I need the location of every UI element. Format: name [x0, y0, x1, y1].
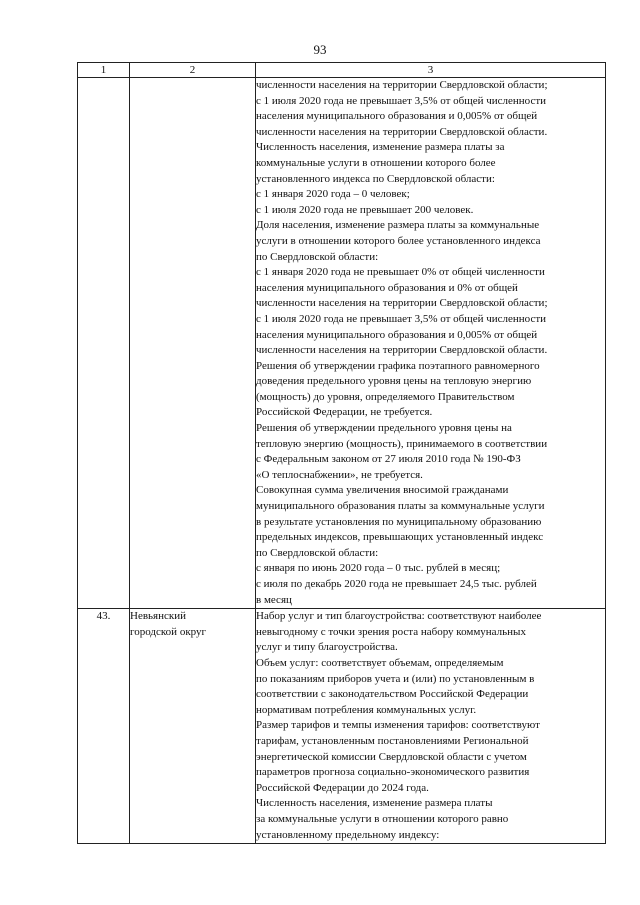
text-line: соответствии с законодательством Российской Федерации — [256, 688, 529, 701]
column-header-1: 1 — [78, 63, 130, 78]
text-line: Решения об утверждении графика поэтапного равномерного — [256, 359, 540, 372]
text-line: муниципального образования платы за коммунальные услуги — [256, 500, 545, 513]
text-line: в результате установления по муниципальному образованию — [256, 515, 542, 528]
text-line: по Свердловской области: — [256, 546, 379, 559]
text-line: доведения предельного уровня цены на тепловую энергию — [256, 375, 532, 388]
text-line: Численность населения, изменение размера платы — [256, 797, 493, 810]
row-number-cell: 43. — [78, 609, 130, 844]
text-line: энергетической комиссии Свердловской области с учетом — [256, 750, 527, 763]
text-line: «О теплоснабжении», не требуется. — [256, 468, 423, 481]
text-line: тарифам, установленным постановлениями Региональной — [256, 734, 529, 747]
text-line: в месяц — [256, 593, 292, 606]
text-line: с 1 июля 2020 года не превышает 3,5% от общей численности — [256, 312, 547, 325]
text-line: с июля по декабрь 2020 года не превышает 24,5 тыс. рублей — [256, 578, 537, 590]
text-line: Доля населения, изменение размера платы за коммунальные — [256, 219, 540, 232]
text-line: с 1 января 2020 года – 0 человек; — [256, 188, 410, 201]
table-header-row — [78, 63, 606, 78]
description-cell — [256, 609, 606, 844]
page-number: 93 — [313, 42, 327, 57]
text-line: населения муниципального образования и 0,005% от общей — [256, 110, 538, 123]
text-line: Численность населения, изменение размера платы за — [256, 141, 505, 154]
column-header-2: 2 — [130, 63, 256, 78]
text-line: по Свердловской области: — [256, 250, 379, 263]
text-line: Объем услуг: соответствует объемам, определяемым — [256, 656, 504, 669]
table-row — [78, 78, 606, 609]
text-line: численности населения на территории Свердловской области. — [256, 125, 548, 138]
text-line: численности населения на территории Свердловской области. — [256, 344, 548, 357]
text-line: (мощность) до уровня, определяемого Правительством — [256, 390, 515, 403]
text-line: с 1 июля 2020 года не превышает 200 человек. — [256, 203, 474, 216]
municipality-name-cell — [130, 609, 256, 844]
text-line: тепловую энергию (мощность), принимаемого в соответствии — [256, 437, 548, 450]
text-line: установленного индекса по Свердловской области: — [256, 172, 495, 185]
text-line: по показаниям приборов учета и (или) по установленным в — [256, 672, 535, 685]
text-line: параметров прогноза социально-экономического развития — [256, 766, 530, 779]
municipality-name-cell — [130, 78, 256, 609]
row-number-cell — [78, 78, 130, 609]
text-line: с 1 июля 2020 года не превышает 3,5% от общей численности — [256, 94, 547, 107]
text-line: невыгодному с точки зрения роста набору коммунальных — [256, 625, 526, 638]
text-line: численности населения на территории Свердловской области; — [256, 79, 548, 91]
description-cell — [256, 78, 606, 609]
text-line: Совокупная сумма увеличения вносимой гражданами — [256, 484, 509, 497]
text-line: Размер тарифов и темпы изменения тарифов: соответствуют — [256, 719, 540, 732]
column-header-3: 3 — [256, 63, 606, 78]
text-line: предельных индексов, превышающих установленный индекс — [256, 531, 544, 544]
text-line: населения муниципального образования и 0,005% от общей — [256, 328, 538, 341]
text-line: установленному предельному индексу: — [256, 828, 440, 841]
text-line: населения муниципального образования и 0% от общей — [256, 281, 518, 294]
text-line: Набор услуг и тип благоустройства: соответствуют наиболее — [256, 610, 542, 623]
table-row — [78, 609, 606, 844]
text-line: нормативам потребления коммунальных услуг. — [256, 703, 477, 716]
text-line: Российской Федерации, не требуется. — [256, 406, 433, 419]
municipality-name-line: Невьянский — [130, 610, 186, 623]
text-line: с 1 января 2020 года не превышает 0% от общей численности — [256, 266, 545, 279]
document-table — [77, 62, 606, 844]
text-line: услуги в отношении которого более установленного индекса — [256, 234, 541, 247]
text-line: Решения об утверждении предельного уровня цены на — [256, 422, 512, 435]
municipality-name-line: городской округ — [130, 625, 207, 638]
text-line: за коммунальные услуги в отношении которого равно — [256, 812, 509, 825]
text-line: численности населения на территории Свердловской области; — [256, 297, 548, 310]
text-line: Российской Федерации до 2024 года. — [256, 781, 429, 794]
text-line: коммунальные услуги в отношении которого более — [256, 156, 496, 169]
text-line: с Федеральным законом от 27 июля 2010 года № 190-ФЗ — [256, 453, 521, 466]
text-line: с января по июнь 2020 года – 0 тыс. рублей в месяц; — [256, 562, 501, 575]
text-line: услуг и типу благоустройства. — [256, 641, 398, 654]
